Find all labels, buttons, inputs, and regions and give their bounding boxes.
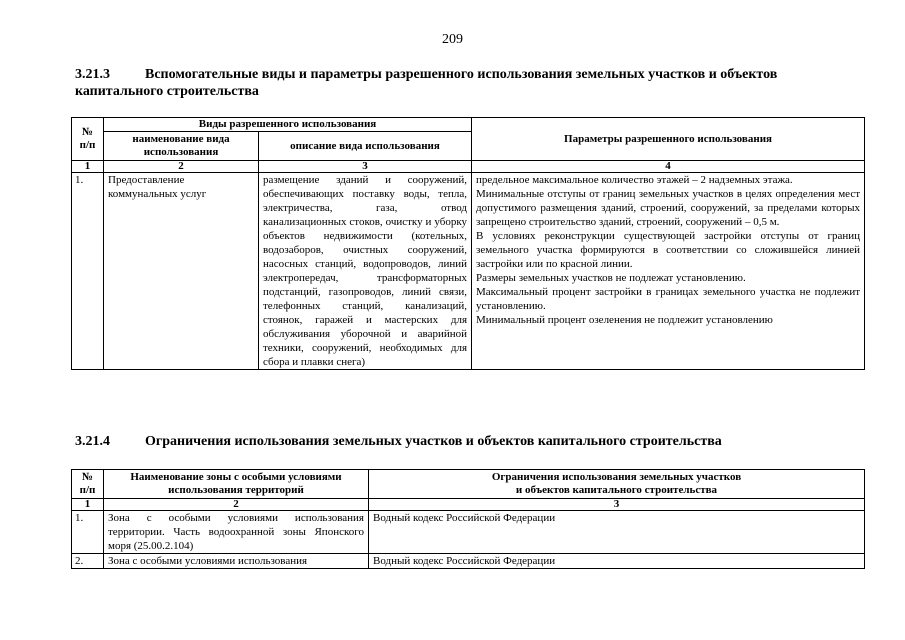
table-row: [72, 173, 865, 370]
header-num: № п/п: [72, 470, 104, 499]
use-description: размещение зданий и сооружений, обеспечивающих поставку воды, тепла, электричества, газа, отвод канализационных стоков, очистку и уборку объектов недвижимости (котельных, водозаборов, очистных сооружений, насосных станций, водопроводов, линий электропередач, трансформаторных подстанций, газопроводов, линий связи, телефонных станций, канализаций, стоянок, гаражей и мастерских для обслуживания уборочной и аварийной техники, сооружений, необходимых для сбора и плавки снега): [259, 173, 472, 370]
header-zone-line: использования территорий: [168, 484, 304, 496]
row-num: 1.: [72, 173, 104, 370]
table-row: [72, 554, 865, 569]
header-num: № п/п: [72, 118, 104, 161]
header-restrictions-line: и объектов капитального строительства: [515, 484, 718, 496]
param-line: Максимальный процент застройки в границах земельного участка не подлежит установлению.: [476, 286, 861, 312]
param-line: Минимальный процент озеленения не подлежит установлению: [476, 314, 773, 326]
header-restrictions-line: Ограничения использования земельных участков: [491, 471, 742, 483]
section-number: 3.21.3: [75, 67, 110, 82]
use-name: Предоставление коммунальных услуг: [104, 173, 259, 370]
section-heading-3-21-3: [75, 66, 855, 100]
col-number: 2: [104, 161, 259, 173]
header-types-group: Виды разрешенного использования: [104, 118, 472, 132]
zone-name: Зона с особыми условиями использования территории. Часть водоохранной зоны Японского моря (25.00.2.104): [104, 511, 369, 554]
header-zone: [104, 470, 369, 499]
col-number: 1: [72, 161, 104, 173]
table-row: [72, 511, 865, 554]
page-number: 209: [442, 32, 463, 47]
param-line: Минимальные отступы от границ земельных участков в целях определения мест допустимого размещения зданий, строений, сооружений, за пределами которых запрещено строительство зданий, строений, сооружений – 0,5 м.: [476, 188, 861, 228]
row-num: 2.: [72, 554, 104, 569]
header-zone-line: Наименование зоны с особыми условиями: [130, 471, 342, 483]
section-number: 3.21.4: [75, 434, 110, 449]
section-title: Ограничения использования земельных участков и объектов капитального строительства: [145, 434, 722, 449]
param-line: предельное максимальное количество этажей – 2 надземных этажа.: [476, 174, 793, 186]
section-title: Вспомогательные виды и параметры разрешенного использования земельных участков и объектов капитального строительства: [75, 67, 778, 99]
column-numbers-row: [72, 161, 865, 173]
row-num: 1.: [72, 511, 104, 554]
permitted-use-table: [71, 117, 865, 370]
header-restrictions: [369, 470, 865, 499]
header-name: наименование вида использования: [104, 132, 259, 161]
col-number: 4: [472, 161, 865, 173]
restriction: Водный кодекс Российской Федерации: [369, 511, 865, 554]
header-params: Параметры разрешенного использования: [472, 118, 865, 161]
header-description: описание вида использования: [259, 132, 472, 161]
col-number: 3: [369, 499, 865, 511]
use-params: [472, 173, 865, 370]
zone-name: Зона с особыми условиями использования: [104, 554, 369, 569]
col-number: 3: [259, 161, 472, 173]
col-number: 2: [104, 499, 369, 511]
column-numbers-row: [72, 499, 865, 511]
restriction: Водный кодекс Российской Федерации: [369, 554, 865, 569]
col-number: 1: [72, 499, 104, 511]
section-heading-3-21-4: [75, 433, 855, 450]
restrictions-table: [71, 469, 865, 569]
param-line: Размеры земельных участков не подлежат установлению.: [476, 272, 746, 284]
param-line: В условиях реконструкции существующей застройки отступы от границ земельного участка формируются в соответствии со сложившейся линией застройки или по красной линии.: [476, 230, 861, 270]
